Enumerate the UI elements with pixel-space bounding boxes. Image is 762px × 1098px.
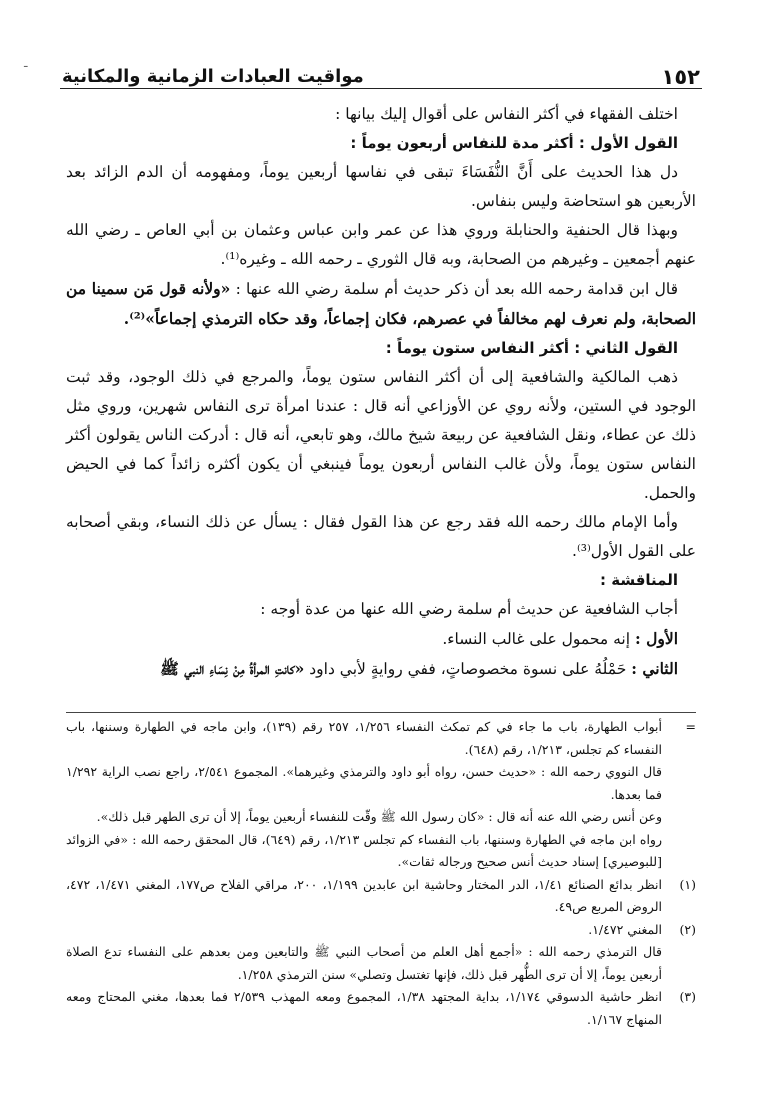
paragraph-second-reply xyxy=(66,654,696,684)
footnote-1 xyxy=(66,874,696,919)
paragraph-maliki-shafii: ذهب المالكية والشافعية إلى أن أكثر النفاس ستون يوماً، والمرجع في ذلك الوجود، وقد ثبت الوجود في الستين، ولأنه روي عن الأوزاعي أنه قال : عندنا امرأة ترى النفاس شهرين، وروي مثل ذلك عن عطاء، ونقل الشافعية عن ربيعة شيخ مالك، وهو تابعي، أنه قال : أدركت الناس يقولون أكثر النفاس ستون يوماً، ولأن غالب النفاس أربعون يوماً فينبغي أن يكون أكثره زائداً كما في الحيض والحمل. xyxy=(66,368,696,502)
footnote-2-text-a: المغني ١/٤٧٢. xyxy=(588,921,662,937)
footnote-continued-text-2: قال النووي رحمه الله : «حديث حسن، رواه أبو داود والترمذي وغيرهما». المجموع ٢/٥٤١، راجع نصب الراية ١/٢٩٢ فما بعدها. xyxy=(66,764,662,802)
second-reply-text: حَمْلُهُ على نسوة مخصوصاتٍ، ففي روايةٍ لأبي داود xyxy=(304,660,632,678)
ibn-qudama-intro: قال ابن قدامة رحمه الله بعد أن ذكر حديث أم سلمة رضي الله عنها : xyxy=(230,280,678,298)
first-reply-label: الأول : xyxy=(634,629,678,648)
footnote-continued-text-1: أبواب الطهارة، باب ما جاء في كم تمكث النفساء ١/٢٥٦، ٢٥٧ رقم (١٣٩)، وابن ماجه في الطهارة وسننها، باب النفساء كم تجلس، ١/٢١٣، رقم (٦٤٨). xyxy=(66,719,662,757)
paragraph-imam-malik: وأما الإمام مالك رحمه الله فقد رجع عن هذا القول فقال : يسأل عن ذلك النساء، وبقي أصحابه على القول الأول⁽³⁾. xyxy=(66,513,696,560)
second-reply-label: الثاني : xyxy=(631,659,678,678)
footnote-continued-text-3: وعن أنس رضي الله عنه أنه قال : «كان رسول الله ﷺ وقّت للنفساء أربعين يوماً، إلا أن ترى الطهر قبل ذلك». xyxy=(96,809,662,824)
first-reply-text: إنه محمول على غالب النساء. xyxy=(442,630,635,648)
paragraph-first-reply xyxy=(66,624,696,654)
footnote-3-text: انظر حاشية الدسوقي ١/١٧٤، بداية المجتهد ١/٣٨، المجموع ومعه المهذب ٢/٥٣٩ فما بعدها، مغني المحتاج ومعه المنهاج ١/١٦٧. xyxy=(66,989,662,1027)
corner-mark: ـ xyxy=(24,56,28,70)
paragraph-hadith-meaning: دل هذا الحديث على أَنَّ النُّفَسَاءَ تبقى في نفاسها أربعين يوماً، ومفهومه أن الدم الزائد بعد الأربعين هو استحاضة وليس بنفاس. xyxy=(66,163,696,210)
footnote-continued xyxy=(66,716,696,874)
second-reply-quote: «كانتِ المرأةُ مِنْ نِسَاءِ النبي ﷺ xyxy=(160,659,305,678)
heading-second-opinion: القول الثاني : أكثر النفاس ستون يوماً : xyxy=(385,339,678,357)
heading-discussion: المناقشة : xyxy=(600,571,678,589)
footnote-continued-mark: = xyxy=(685,719,696,734)
paragraph-hanafi-hanbali: وبهذا قال الحنفية والحنابلة وروي هذا عن عمر وابن عباس وعثمان بن أبي العاص ـ رضي الله عنهم أجمعين ـ وغيرهم من الصحابة، وبه قال الثوري ـ رحمه الله ـ وغيره⁽¹⁾. xyxy=(66,221,696,268)
footnote-2 xyxy=(66,919,696,987)
footnote-3 xyxy=(66,986,696,1031)
paragraph-shafii-reply: أجاب الشافعية عن حديث أم سلمة رضي الله عنها من عدة أوجه : xyxy=(260,600,678,618)
page-header xyxy=(62,56,700,90)
footnote-separator xyxy=(66,712,696,713)
footnote-2-text-b: قال الترمذي رحمه الله : «أجمع أهل العلم من أصحاب النبي ﷺ والتابعين ومن بعدهم على النفساء تدع الصلاة أربعين يوماً، إلا أن ترى الطُّهر قبل ذلك، فإنها تغتسل وتصلي» سنن الترمذي ١/٢٥٨. xyxy=(66,944,662,982)
running-title: مواقيت العبادات الزمانية والمكانية xyxy=(62,66,364,87)
footnotes xyxy=(66,716,696,1031)
footnote-1-text: انظر بدائع الصنائع ١/٤١، الدر المختار وحاشية ابن عابدين ١/١٩٩، ٢٠٠، مراقي الفلاح ص١٧٧، المغني ١/٤٧١، ٤٧٢، الروض المربع ص٤٩. xyxy=(66,876,662,914)
paragraph-ibn-qudama xyxy=(66,274,696,334)
paragraph-intro: اختلف الفقهاء في أكثر النفاس على أقوال إليك بيانها : xyxy=(335,105,678,123)
ibn-qudama-quote: «ولأنه قول مَن سمينا من الصحابة، ولم نعرف لهم مخالفاً في عصرهم، فكان إجماعاً، وقد حكاه الترمذي إجماعاً»⁽²⁾. xyxy=(66,279,696,328)
footnote-1-number: (١) xyxy=(679,876,696,892)
footnote-3-number: (٣) xyxy=(679,989,696,1004)
footnote-2-number: (٢) xyxy=(679,921,696,937)
footnote-continued-text-4: رواه ابن ماجه في الطهارة وسننها، باب النفساء كم تجلس ١/٢١٣، رقم (٦٤٩)، قال المحقق رحمه الله : «في الزوائد [للبوصيري] إسناد حديث أنس صحيح ورجاله ثقات». xyxy=(66,831,662,869)
header-rule xyxy=(60,88,702,89)
page-number: ١٥٢ xyxy=(661,65,700,89)
main-text xyxy=(66,100,696,684)
heading-first-opinion: القول الأول : أكثر مدة للنفاس أربعون يوماً : xyxy=(350,134,678,152)
